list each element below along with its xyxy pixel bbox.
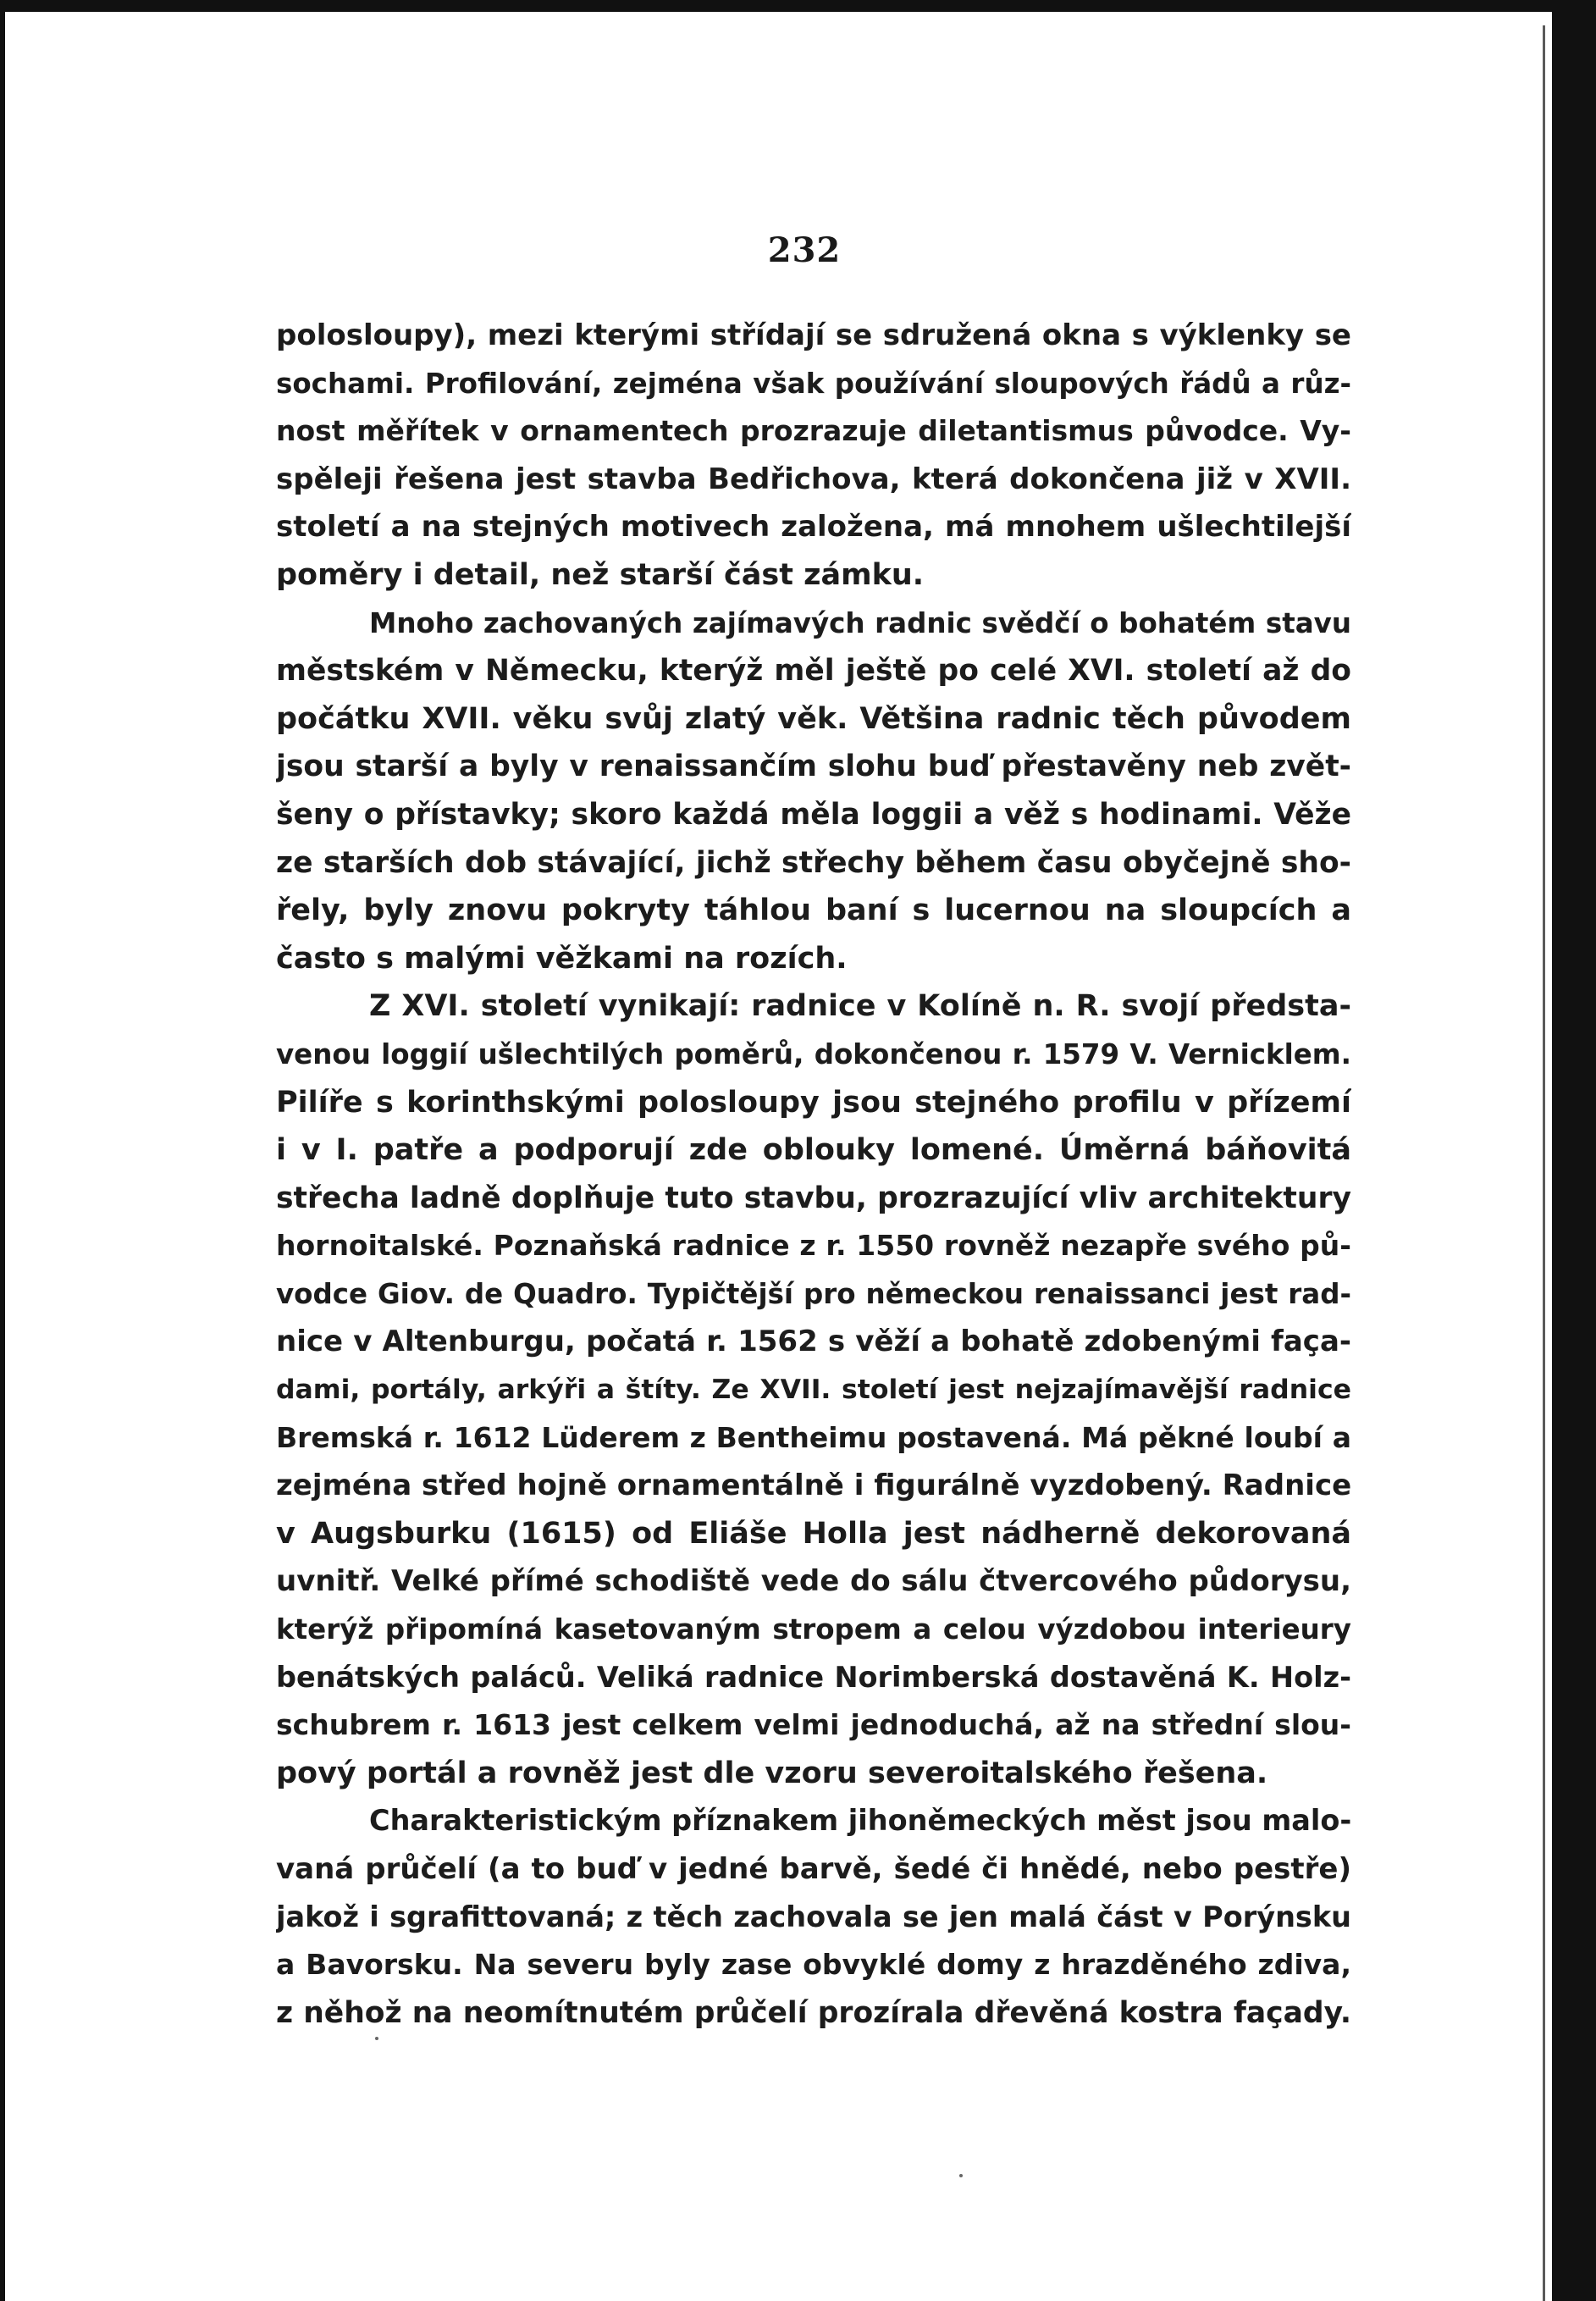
text-line: z něhož na neomítnutém průčelí prozírala dřevěná kostra façady. [276,1995,1351,2030]
text-line: schubrem r. 1613 jest celkem velmi jednoduchá, až na střední slou- [276,1708,1351,1742]
text-line: sochami. Profilování, zejména však používání sloupových řádů a růz- [276,367,1351,400]
text-line: spěleji řešena jest stavba Bedřichova, která dokončena již v XVII. [276,462,1351,496]
text-line: často s malými věžkami na rozích. [276,941,848,976]
text-line: řely, byly znovu pokryty táhlou baní s lucernou na sloupcích a [276,893,1351,928]
page-number: 232 [767,230,842,270]
text-line: šeny o přístavky; skoro každá měla loggii a věž s hodinami. Věže [276,797,1351,832]
text-line: střecha ladně doplňuje tuto stavbu, prozrazující vliv architektury [276,1181,1351,1215]
text-line: jakož i sgrafittovaná; z těch zachovala se jen malá část v Porýnsku [276,1900,1351,1933]
text-line: ze starších dob stávající, jichž střechy během času obyčejně sho- [276,845,1351,880]
scan-border-right [1552,0,1596,2301]
text-line: venou loggií ušlechtilých poměrů, dokončenou r. 1579 V. Vernicklem. [276,1037,1351,1070]
text-line: a Bavorsku. Na severu byly zase obvyklé domy z hrazděného zdiva, [276,1948,1351,1982]
paragraph-start-line: Z XVI. století vynikají: radnice v Kolíně n. R. svojí předsta- [369,989,1351,1024]
scan-edge-line [1543,25,1545,2301]
text-line: nost měřítek v ornamentech prozrazuje diletantismus původce. Vy- [276,414,1351,448]
text-line: zejména střed hojně ornamentálně i figurálně vyzdobený. Radnice [276,1469,1351,1503]
text-line: počátku XVII. věku svůj zlatý věk. Většina radnic těch původem [276,701,1351,736]
paragraph-start-line: Mnoho zachovaných zajímavých radnic svědčí o bohatém stavu [369,606,1351,639]
scan-speck [375,2037,378,2040]
text-line: i v I. patře a podporují zde oblouky lomené. Úměrná báňovitá [276,1133,1351,1168]
text-line: kterýž připomíná kasetovaným stropem a celou výzdobou interieury [276,1613,1351,1646]
text-line: polosloupy), mezi kterými střídají se sdružená okna s výklenky se [276,318,1351,352]
text-line: poměry i detail, než starší část zámku. [276,557,925,592]
text-line: vodce Giov. de Quadro. Typičtější pro německou renaissanci jest rad- [276,1277,1351,1310]
text-line: hornoitalské. Poznaňská radnice z r. 1550 rovněž nezapře svého pů- [276,1229,1351,1263]
text-line: jsou starší a byly v renaissančím slohu buď přestavěny neb zvět- [276,749,1351,784]
text-line: Bremská r. 1612 Lüderem z Bentheimu postavená. Má pěkné loubí a [276,1420,1351,1454]
text-line: pový portál a rovněž jest dle vzoru severoitalského řešena. [276,1756,1268,1790]
text-line: benátských paláců. Veliká radnice Norimberská dostavěná K. Holz- [276,1660,1351,1694]
text-line: dami, portály, arkýři a štíty. Ze XVII. století jest nejzajímavější radnice [276,1375,1351,1406]
text-line: městském v Německu, kterýž měl ještě po celé XVI. století až do [276,654,1351,689]
text-line: nice v Altenburgu, počatá r. 1562 s věží a bohatě zdobenými faça- [276,1325,1351,1359]
text-line: uvnitř. Velké přímé schodiště vede do sálu čtvercového půdorysu, [276,1564,1351,1599]
text-line: Pilíře s korinthskými polosloupy jsou stejného profilu v přízemí [276,1085,1351,1120]
text-line: vaná průčelí (a to buď v jedné barvě, šedé či hnědé, nebo pestře) [276,1852,1351,1886]
text-line: v Augsburku (1615) od Eliáše Holla jest nádherně dekorovaná [276,1516,1351,1551]
scan-speck [959,2174,963,2177]
text-line: století a na stejných motivech založena, má mnohem ušlechtilejší [276,510,1351,545]
paragraph-start-line: Charakteristickým příznakem jihoněmeckých měst jsou malo- [369,1804,1351,1838]
body-text [276,312,1351,2037]
